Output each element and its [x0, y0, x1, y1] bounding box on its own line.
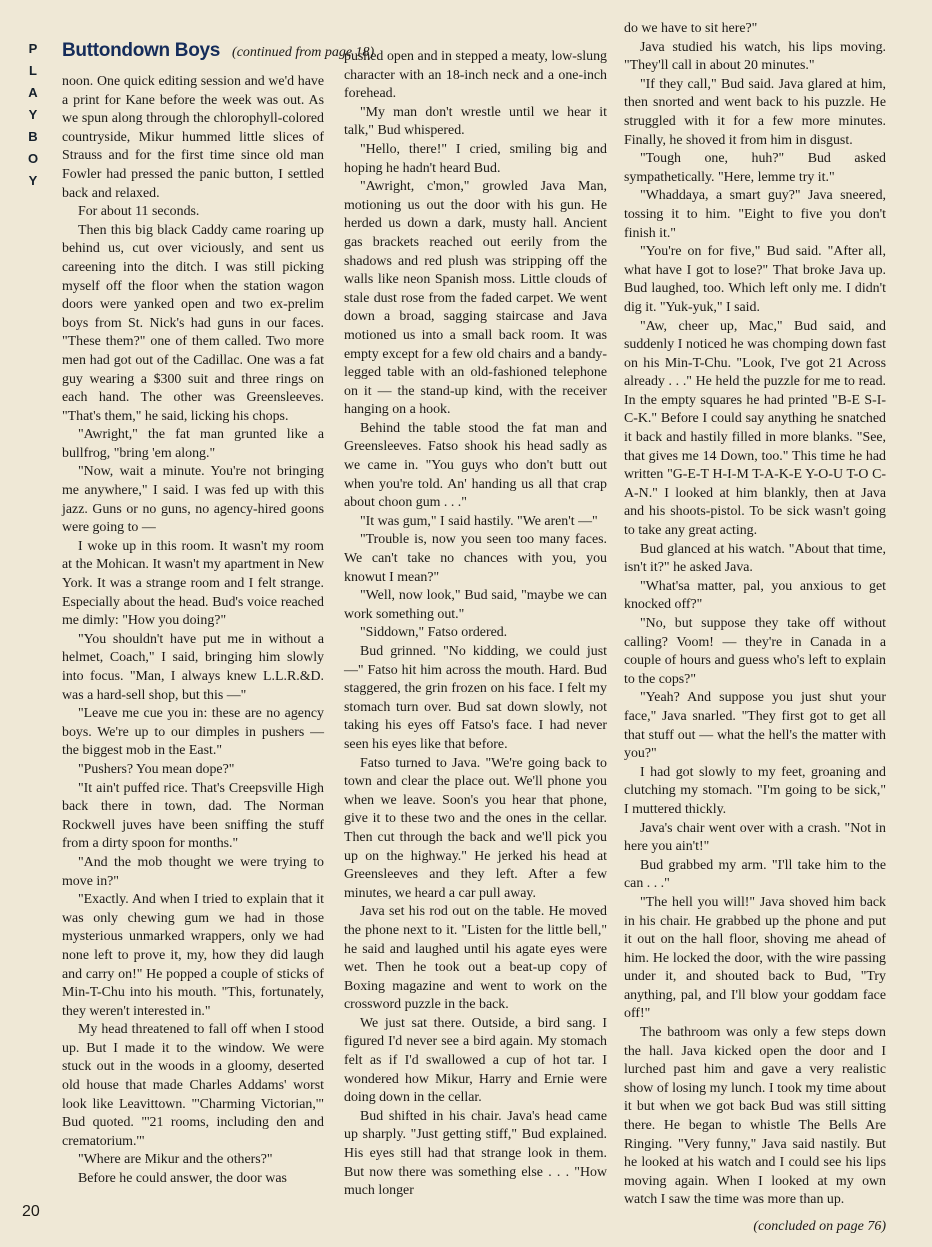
article-paragraph: pushed open and in stepped a meaty, low-slung character with an 18-inch neck and a one-inch forehead.	[344, 49, 607, 102]
article-paragraph: "Now, wait a minute. You're not bringing me anywhere," I said. I was fed up with this jazz. Guns or no guns, no agency-hired goons were going to —	[62, 464, 324, 536]
article-paragraph: "No, but suppose they take off without calling? Voom! — they're in Canada in a couple of hours and guess who's left to explain to the cops?"	[624, 616, 886, 687]
article-paragraph: I had got slowly to my feet, groaning and clutching my stomach. "I'm going to be sick," I muttered thickly.	[624, 764, 886, 817]
article-paragraph: "You're on for five," Bud said. "After all, what have I got to lose?" That broke Java up. Bud laughed, too. Which left only me. I didn't dig it. "Yuk-yuk," I said.	[624, 244, 886, 315]
article-paragraph: Bud grabbed my arm. "I'll take him to the can . . ."	[624, 857, 886, 892]
article-paragraph: Fatso turned to Java. "We're going back to town and clear the place out. We'll phone you when we leave. Soon's you hear that phone, give it to these two and the ones in the cellar. Then cut through the back and we'll pick you up on the highway." He jerked his head at Greensleeves and they left. After a few minutes, we heard a car pull away.	[344, 755, 607, 901]
article-paragraph: "The hell you will!" Java shoved him back in his chair. He grabbed up the phone and put it out on the hall floor, shoving me ahead of him. He locked the door, with the wire passing under it, and shouted back to Bud, "Try anything, pal, and I'll blow your goddam face off!"	[624, 894, 886, 1022]
article-paragraph: Bud glanced at his watch. "About that time, isn't it?" he asked Java.	[624, 541, 886, 576]
article-paragraph: I woke up in this room. It wasn't my room at the Mohican. It wasn't my apartment in New York. It was a strange room and I felt strange. Especially about the head. Bud's voice reached me dimly: "How you doing?"	[62, 538, 324, 629]
article-paragraph: Java studied his watch, his lips moving. "They'll call in about 20 minutes."	[624, 39, 886, 74]
logo-letter: L	[29, 63, 37, 78]
logo-letter: A	[28, 85, 38, 100]
article-paragraph: Then this big black Caddy came roaring up behind us, cut over viciously, and sent us careening into the ditch. I was still picking myself off the floor when the station wagon doors were yanked open and two ex-prelim boys from St. Nick's had guns in our faces. "These them?" one of them called. Two more men had got out of the Cadillac. One was a fat guy wearing a $300 suit and three rings on each hand. The other was Greensleeves. "That's them," he said, licking his chops.	[62, 222, 324, 424]
logo-letter: Y	[28, 107, 38, 122]
logo-letter: B	[28, 129, 38, 144]
article-paragraph: "Awright," the fat man grunted like a bullfrog, "bring 'em along."	[62, 427, 324, 461]
article-paragraph: Bud grinned. "No kidding, we could just —" Fatso hit him across the mouth. Hard. Bud staggered, the grin frozen on his face. I felt my stomach turn over. Bud sat down slowly, not taking his eyes off Fatso's face. I had never seen his eyes like that before.	[344, 644, 607, 752]
article-paragraph: For about 11 seconds.	[78, 204, 200, 220]
logo-letter: O	[27, 151, 39, 166]
article-paragraph: do we have to sit here?"	[624, 21, 758, 36]
article-paragraph: "Aw, cheer up, Mac," Bud said, and suddenly I noticed he was chomping down fast on his Min-T-Chu. "Look, I've got 21 Across already . . ." He held the puzzle for me to read. In the empty squares he had printed "B-E S-I-C-K." Before I could say anything he snatched it back and hastily filled in more blanks. "See, that gives me 14 Down, too." This time he had written "G-E-T H-I-M T-A-K-E Y-O-U T-O C-A-N." I looked at him blankly, then at Java and his shoots-pistol. To be sick wasn't going to take any great acting.	[624, 318, 886, 539]
article-paragraph: My head threatened to fall off when I stood up. But I made it to the window. We were stuck out in the woods in a gloomy, deserted old house that made Charles Addams' worst look like Leavittown. "'Charming Victorian,'" Bud quoted. "'21 rooms, including den and crematorium.'"	[62, 1022, 324, 1149]
article-paragraph: Behind the table stood the fat man and Greensleeves. Fatso shook his head sadly as we came in. "You guys who don't butt out when you're told. An' handing us all that crap about choon gum . . ."	[344, 420, 607, 511]
article-paragraph: Java set his rod out on the table. He moved the phone next to it. "Listen for the little bell," he said and laughed until his agate eyes were wet. Then he took out a beat-up copy of Boxing magazine and went to work on the crossword puzzle in the back.	[344, 904, 607, 1013]
article-paragraph: Bud shifted in his chair. Java's head came up sharply. "Just getting stiff," Bud explained. His eyes still had that strange look in them. But now there was something else . . . "How much longer	[344, 1108, 607, 1199]
article-paragraph: "Pushers? You mean dope?"	[78, 761, 235, 777]
article-paragraph: "If they call," Bud said. Java glared at him, then snorted and went back to his puzzle. He struggled with it for a few more minutes. Finally, he shoved it from him in disgust.	[624, 76, 886, 148]
article-paragraph: "Leave me cue you in: these are no agency boys. We're up to our dimples in pushers — the biggest mob in the East."	[62, 706, 324, 759]
page-number: 20	[22, 1203, 40, 1220]
article-paragraph: "Awright, c'mon," growled Java Man, motioning us out the door with his gun. He herded us down a dark, musty hall. Ancient gas brackets reached out eerily from the shadows and red plush was stripping off the walls like neon Spanish moss. Little clouds of stale dust rose from the faded carpet. We went down a broad, sagging staircase and Java motioned us into a small back room. It was empty except for a few old chairs and a bandy-legged table with an old-fashioned telephone on it — the stand-up kind, with the receiver hanging on a hook.	[344, 179, 607, 418]
article-paragraph: "And the mob thought we were trying to move in?"	[62, 854, 324, 889]
text-column-3	[624, 20, 886, 1210]
logo-letter: Y	[28, 173, 38, 188]
article-paragraph: Java's chair went over with a crash. "Not in here you ain't!"	[624, 820, 886, 855]
article-paragraph: "You shouldn't have put me in without a helmet, Coach," I said, bringing him slowly into focus. "Man, I always knew L.L.R.&D. was a hard-sell shop, but this —"	[62, 631, 324, 703]
article-paragraph: "Tough one, huh?" Bud asked sympathetically. "Here, lemme try it."	[624, 151, 886, 185]
article-paragraph: "It was gum," I said hastily. "We aren't —"	[360, 513, 598, 529]
article-paragraph: We just sat there. Outside, a bird sang. I figured I'd never see a bird again. My stomach felt as if I'd swallowed a cup of hot tar. I wondered how Mikur, Harry and Ernie were doing down in the cellar.	[344, 1015, 607, 1106]
article-title: Buttondown Boys	[62, 40, 221, 61]
article-paragraph: The bathroom was only a few steps down the hall. Java kicked open the door and I lurched past him and gave a very realistic show of losing my lunch. I took my time about it but when we got back Bud was still sitting there. He began to whistle The Bells Are Ringing. "Very funny," Java said nastily. But he looked at his watch and I could see his lips moving again. When I looked at my own watch I saw the time was more than up.	[624, 1025, 886, 1208]
article-paragraph: Before he could answer, the door was	[78, 1171, 287, 1187]
article-paragraph: "Trouble is, now you seen too many faces. We can't take no chances with you, you knowut I mean?"	[344, 532, 607, 585]
article-paragraph: "My man don't wrestle until we hear it talk," Bud whispered.	[344, 104, 607, 139]
text-column-1	[62, 73, 324, 1189]
article-paragraph: "Hello, there!" I cried, smiling big and hoping he hadn't heard Bud.	[344, 141, 607, 176]
article-paragraph: "Exactly. And when I tried to explain that it was only chewing gum we had in those mysterious unmarked wrappers, only we had none left to prove it, my, how they did laugh and carry on!" He popped a couple of sticks of Min-T-Chu into his mouth. "This, fortunately, they weren't interested in."	[62, 892, 324, 1019]
article-paragraph: "Siddown," Fatso ordered.	[360, 625, 508, 641]
text-column-2	[344, 48, 607, 1201]
article-paragraph: "Yeah? And suppose you just shut your face," Java snarled. "They first got to get all that stuff out — what the hell's the matter with you?"	[624, 690, 886, 762]
continued-on-note: (concluded on page 76)	[753, 1219, 886, 1234]
article-paragraph: "Whaddaya, a smart guy?" Java sneered, tossing it to him. "Eight to five you don't finish it."	[624, 188, 886, 241]
article-paragraph: "Where are Mikur and the others?"	[78, 1152, 273, 1168]
article-paragraph: "It ain't puffed rice. That's Creepsville High back there in town, dad. The Norman Rockwell juves have been sniffing the stuff from a dirty spoon for months."	[62, 780, 324, 852]
article-paragraph: noon. One quick editing session and we'd have a print for Kane before the week was out. As we spun along through the chlorophyll-colored countryside, Mikur hummed little slices of Strauss and for the first time since old man Fowler had pressed the panic button, I settled back and relaxed.	[62, 74, 324, 201]
article-paragraph: "Well, now look," Bud said, "maybe we can work something out."	[344, 588, 607, 622]
article-paragraph: "What'sa matter, pal, you anxious to get knocked off?"	[624, 578, 886, 613]
continued-from-note: (continued from page 18)	[232, 45, 375, 60]
magazine-logo-vertical	[20, 42, 46, 196]
logo-letter: P	[28, 41, 38, 56]
